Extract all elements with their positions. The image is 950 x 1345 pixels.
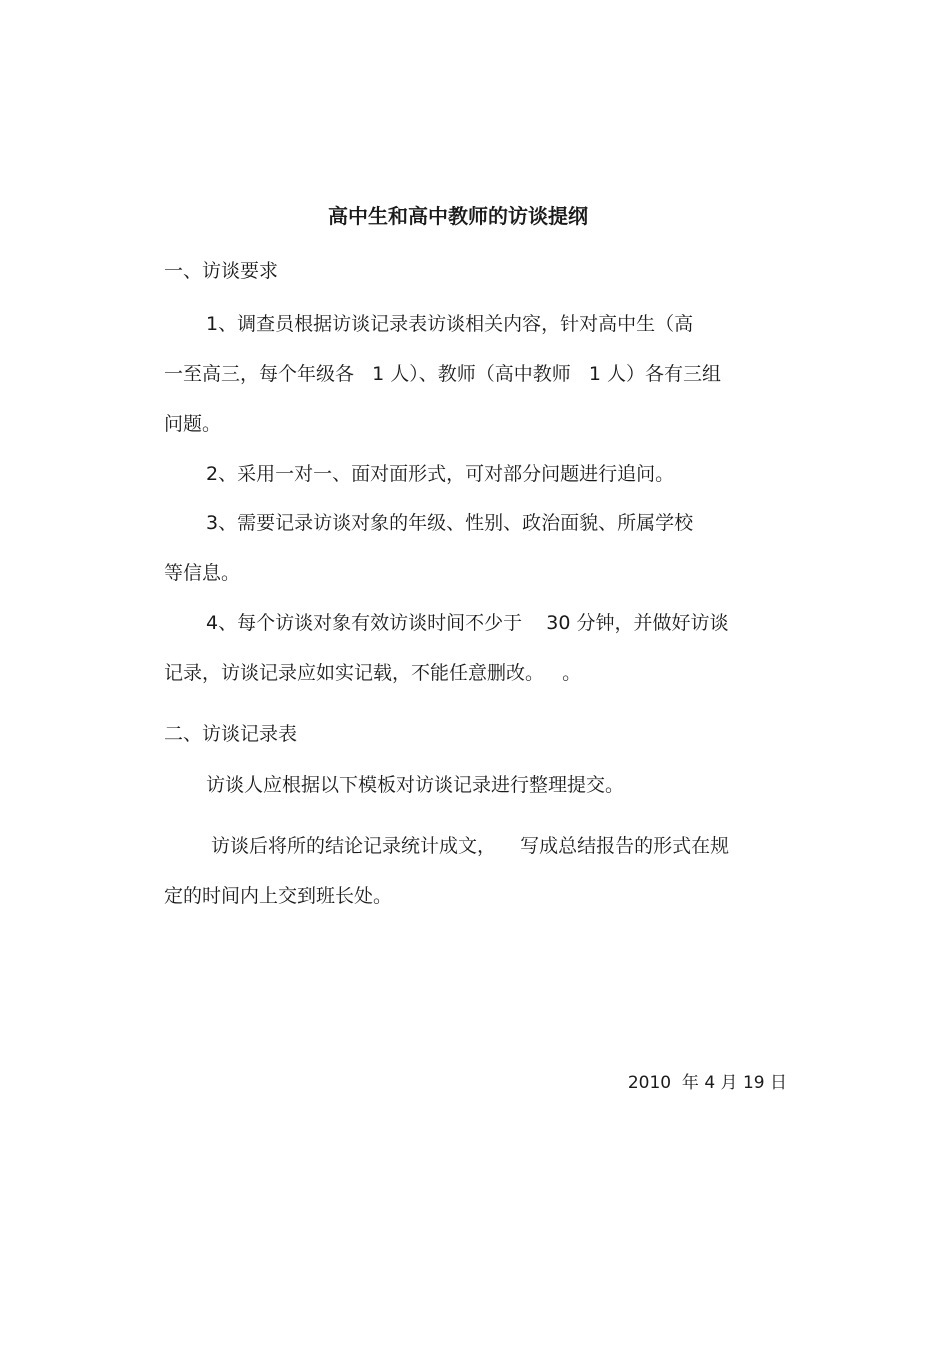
item2: 2、采用一对一、面对面形式，可对部分问题进行追问。 (206, 463, 675, 485)
item4-line1: 4、每个访谈对象有效访谈时间不少于 30 分钟，并做好访谈 (206, 612, 729, 634)
document-date: 2010 年 4 月 19 日 (627, 1073, 787, 1093)
item1-line1: 1、调查员根据访谈记录表访谈相关内容，针对高中生（高 (206, 313, 694, 335)
item3-line1: 3、需要记录访谈对象的年级、性别、政治面貌、所属学校 (206, 512, 694, 534)
item1-line3: 问题。 (164, 413, 222, 435)
document-title: 高中生和高中教师的访谈提纲 (328, 204, 588, 228)
item1-line2: 一至高三，每个年级各 1 人）、教师（高中教师 1 人）各有三组 (164, 363, 721, 385)
section2-para2-line1: 访谈后将所的结论记录统计成文， 写成总结报告的形式在规 (211, 835, 730, 857)
section1-heading: 一、访谈要求 (164, 260, 279, 282)
section2-para2-line2: 定的时间内上交到班长处。 (164, 885, 393, 907)
section2-heading: 二、访谈记录表 (164, 723, 298, 745)
item4-line2: 记录，访谈记录应如实记载，不能任意删改。 。 (164, 662, 582, 684)
item3-line2: 等信息。 (164, 562, 241, 584)
section2-para1: 访谈人应根据以下模板对访谈记录进行整理提交。 (206, 774, 625, 796)
